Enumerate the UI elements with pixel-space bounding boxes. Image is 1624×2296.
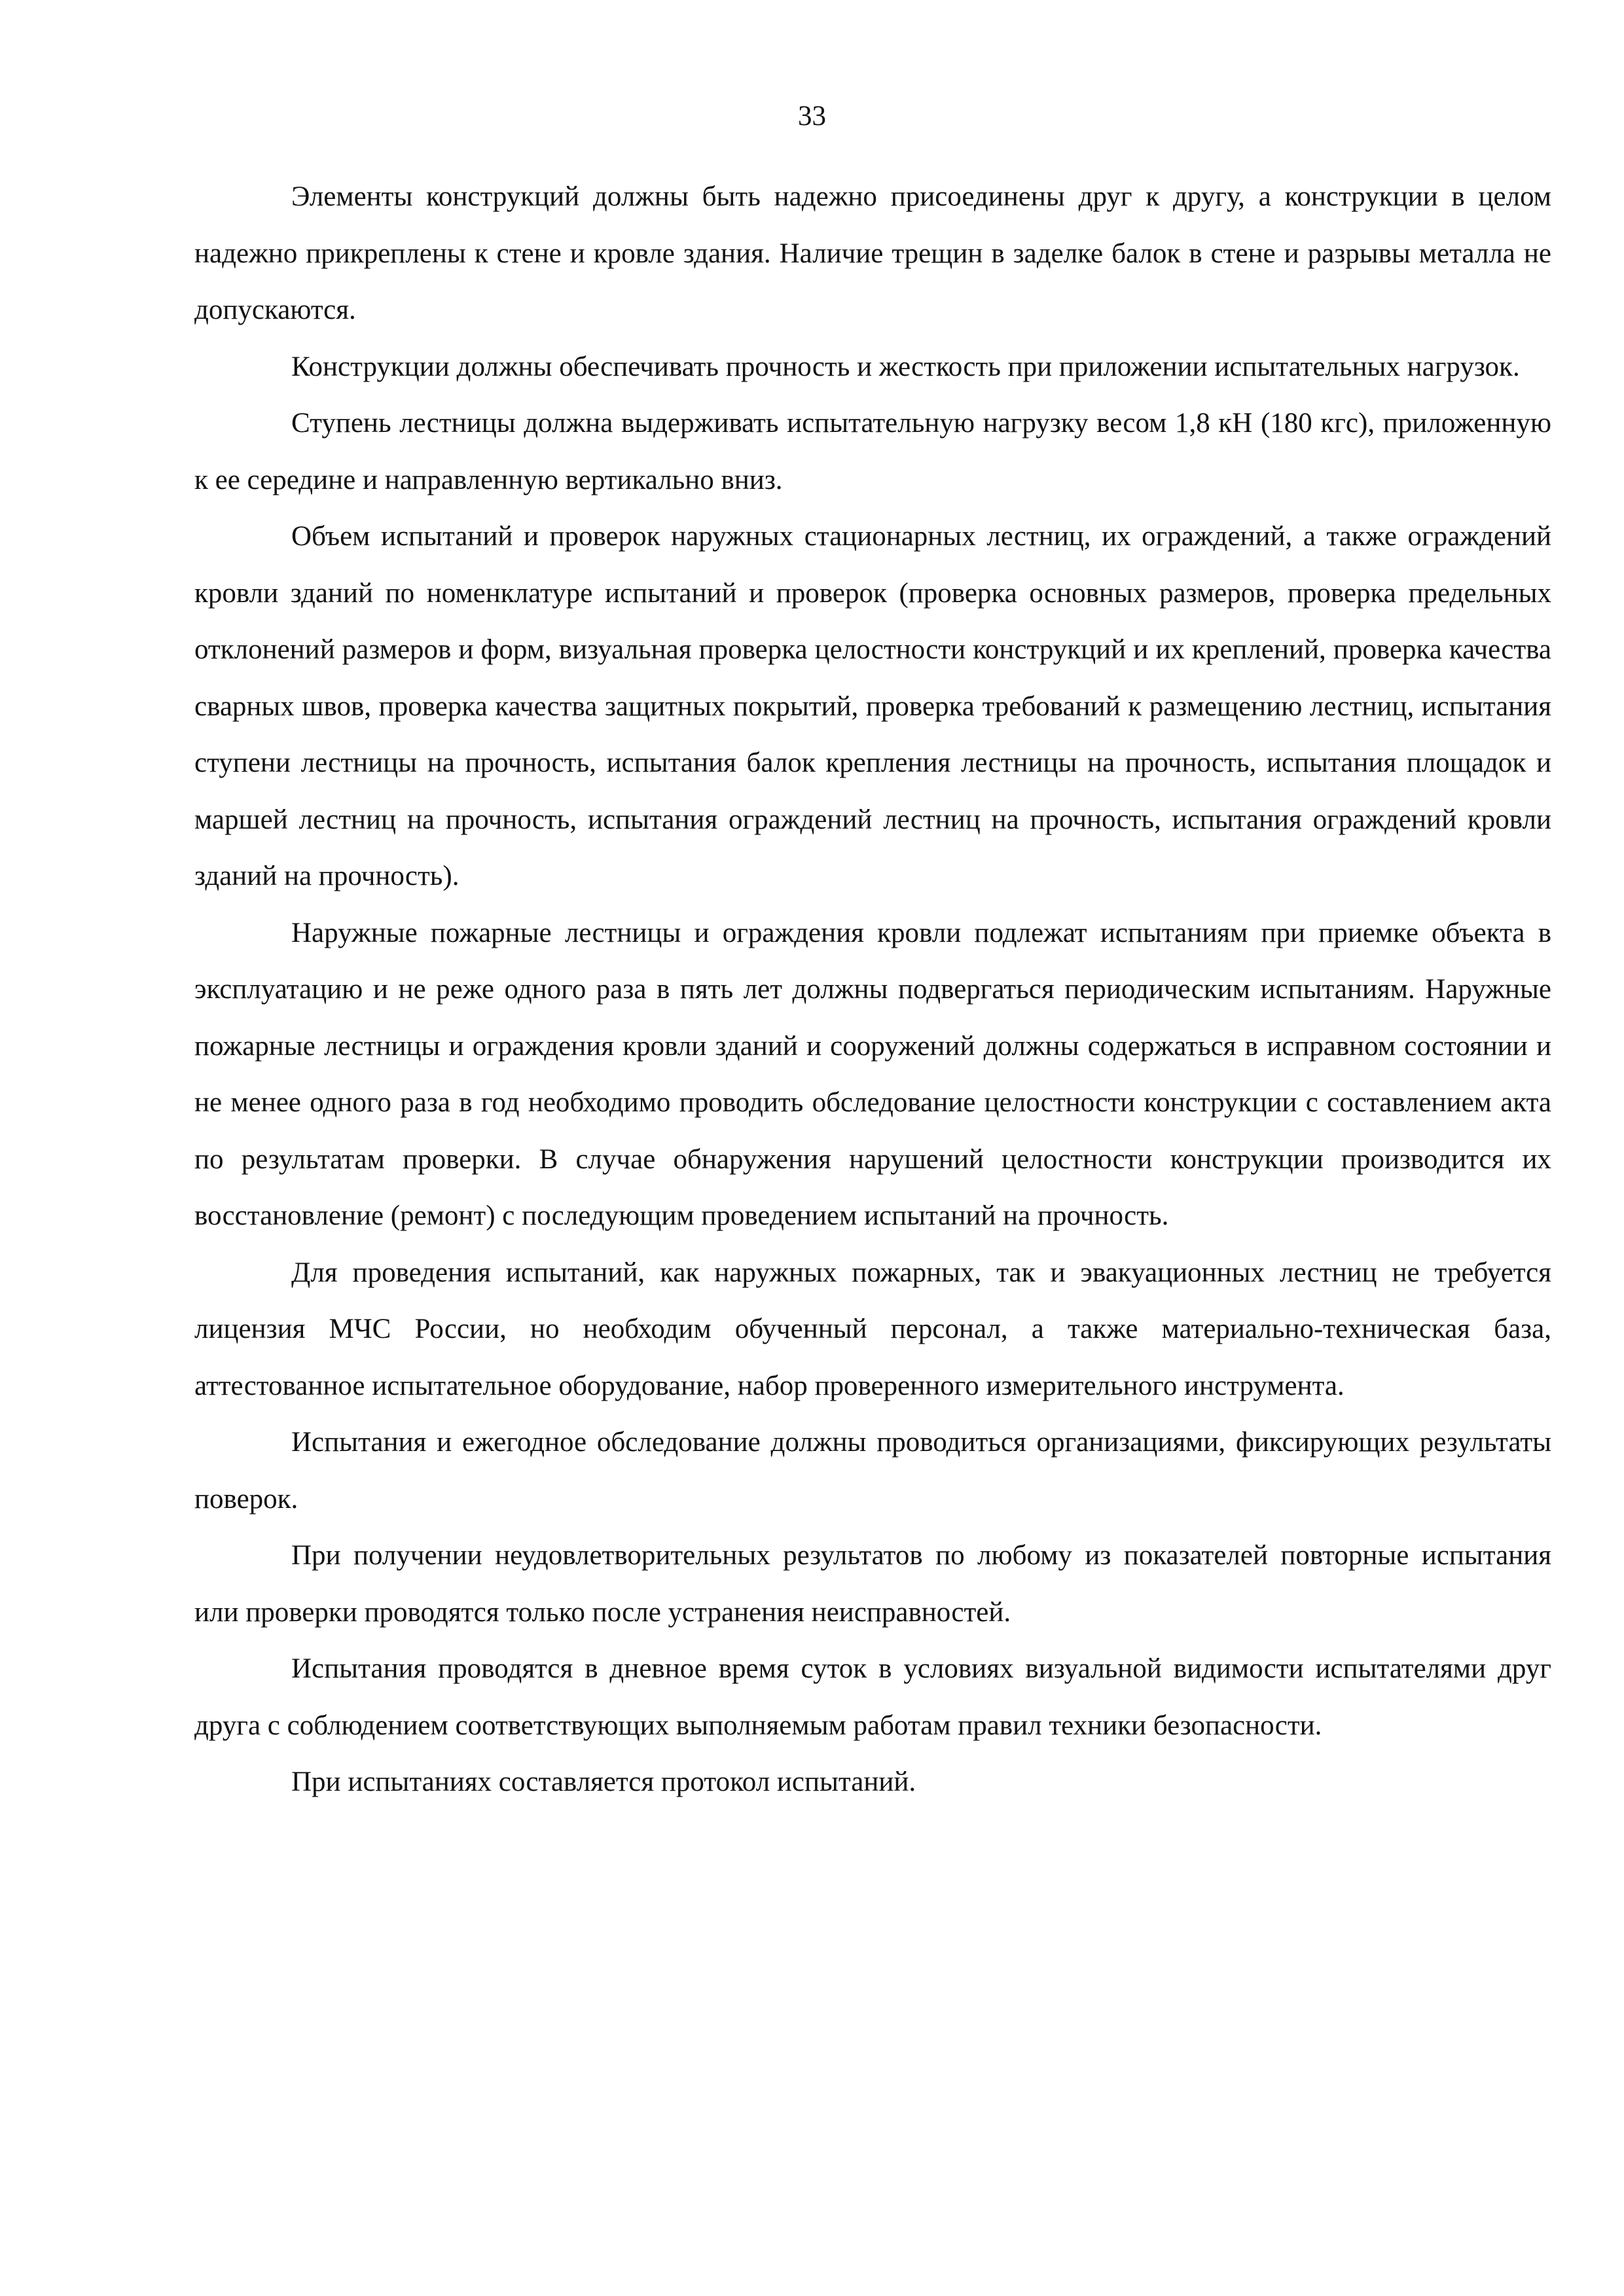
paragraph-organizations: Испытания и ежегодное обследование должны проводиться организациями, фиксирующих результаты поверок.	[194, 1427, 1551, 1515]
paragraph-step-load: Ступень лестницы должна выдерживать испытательную нагрузку весом 1,8 кН (180 кгс), приложенную к ее середине и направленную вертикально вниз.	[194, 408, 1551, 495]
paragraph-retests: При получении неудовлетворительных результатов по любому из показателей повторные испытания или проверки проводятся только после устранения неисправностей.	[194, 1540, 1551, 1628]
paragraph-structure-connections: Элементы конструкций должны быть надежно присоединены друг к другу, а конструкции в целом надежно прикреплены к стене и кровле здания. Наличие трещин в заделке балок в стене и разрывы металла не допускаются.	[194, 181, 1551, 325]
paragraph-protocol: При испытаниях составляется протокол испытаний.	[291, 1767, 916, 1797]
paragraph-daytime-safety: Испытания проводятся в дневное время суток в условиях визуальной видимости испытателями друг друга с соблюдением соответствующих выполняемым работам правил техники безопасности.	[194, 1653, 1551, 1741]
page-number: 33	[798, 101, 826, 132]
document-body	[194, 169, 1551, 1811]
paragraph-periodic-tests: Наружные пожарные лестницы и ограждения кровли подлежат испытаниям при приемке объекта в эксплуатацию и не реже одного раза в пять лет должны подвергаться периодическим испытаниям. Наружные пожарные лестницы и ограждения кровли зданий и сооружений должны содержаться в исправном состоянии и не менее одного раза в год необходимо проводить обследование целостности конструкции с составлением акта по результатам проверки. В случае обнаружения нарушений целостности конструкции производится их восстановление (ремонт) с последующим проведением испытаний на прочность.	[194, 917, 1551, 1231]
paragraph-license: Для проведения испытаний, как наружных пожарных, так и эвакуационных лестниц не требуется лицензия МЧС России, но необходим обученный персонал, а также материально-техническая база, аттестованное испытательное оборудование, набор проверенного измерительного инструмента.	[194, 1257, 1551, 1401]
paragraph-strength-rigidity: Конструкции должны обеспечивать прочность и жесткость при приложении испытательных нагрузок.	[291, 351, 1520, 382]
paragraph-test-scope: Объем испытаний и проверок наружных стационарных лестниц, их ограждений, а также ограждений кровли зданий по номенклатуре испытаний и проверок (проверка основных размеров, проверка предельных отклонений размеров и форм, визуальная проверка целостности конструкций и их креплений, проверка качества сварных швов, проверка качества защитных покрытий, проверка требований к размещению лестниц, испытания ступени лестницы на прочность, испытания балок крепления лестницы на прочность, испытания площадок и маршей лестниц на прочность, испытания ограждений лестниц на прочность, испытания ограждений кровли зданий на прочность).	[194, 521, 1551, 891]
